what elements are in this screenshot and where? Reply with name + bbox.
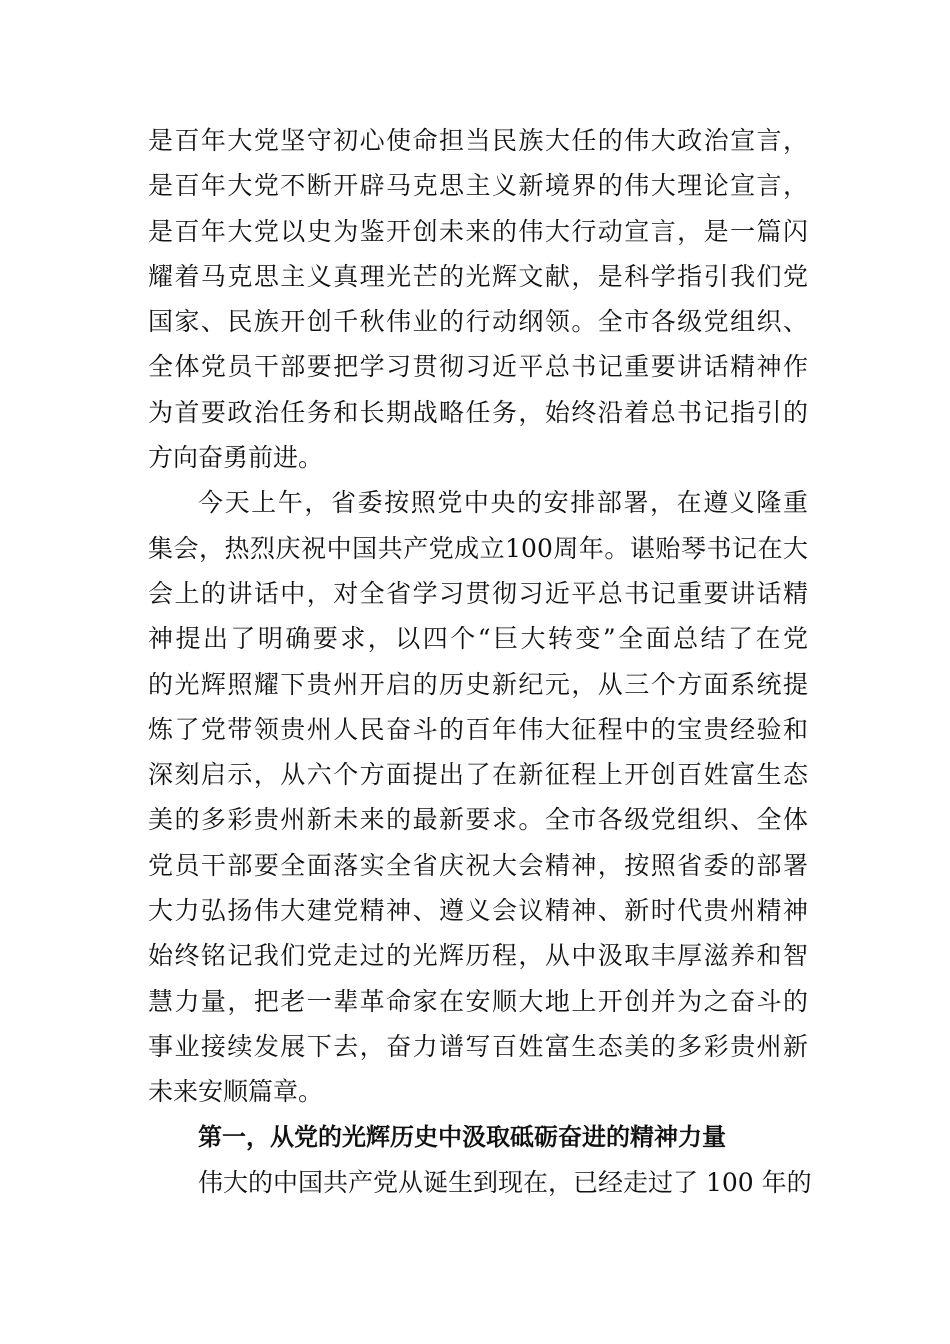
document-body bbox=[148, 118, 812, 1205]
text-line: 国家、民族开创千秋伟业的行动纲领。全市各级党组织、 bbox=[148, 307, 808, 337]
text-line: 大力弘扬伟大建党精神、遵义会议精神、新时代贵州精神 bbox=[148, 896, 808, 926]
text-line: 全体党员干部要把学习贯彻习近平总书记重要讲话精神作 bbox=[148, 352, 808, 382]
section-heading: 第一，从党的光辉历史中汲取砥砺奋进的精神力量 bbox=[198, 1122, 726, 1151]
paragraph-3 bbox=[148, 1160, 812, 1205]
text-line: 炼了党带领贵州人民奋斗的百年伟大征程中的宝贵经验和 bbox=[148, 714, 808, 744]
text-line: 伟大的中国共产党从诞生到现在，已经走过了 100 年的 bbox=[198, 1167, 812, 1197]
text-line: 神提出了明确要求，以四个“巨大转变”全面总结了在党 bbox=[148, 624, 808, 654]
text-line: 会上的讲话中，对全省学习贯彻习近平总书记重要讲话精 bbox=[148, 578, 808, 608]
text-line: 的光辉照耀下贵州开启的历史新纪元，从三个方面系统提 bbox=[148, 669, 808, 699]
text-line: 始终铭记我们党走过的光辉历程，从中汲取丰厚滋养和智 bbox=[148, 941, 808, 971]
text-line: 是百年大党坚守初心使命担当民族大任的伟大政治宣言， bbox=[148, 126, 808, 155]
text-line: 集会，热烈庆祝中国共产党成立100周年。谌贻琴书记在大 bbox=[148, 533, 808, 563]
text-line: 慧力量，把老一辈革命家在安顺大地上开创并为之奋斗的 bbox=[148, 986, 808, 1016]
paragraph-1 bbox=[148, 118, 808, 480]
text-line: 事业接续发展下去，奋力谱写百姓富生态美的多彩贵州新 bbox=[148, 1031, 808, 1061]
text-line: 今天上午，省委按照党中央的安排部署，在遵义隆重 bbox=[198, 488, 808, 518]
text-line: 深刻启示，从六个方面提出了在新征程上开创百姓富生态 bbox=[148, 760, 808, 790]
text-line: 是百年大党以史为鉴开创未来的伟大行动宣言，是一篇闪 bbox=[148, 216, 808, 246]
text-line: 方向奋勇前进。 bbox=[148, 443, 324, 473]
text-line: 为首要政治任务和长期战略任务，始终沿着总书记指引的 bbox=[148, 397, 808, 427]
paragraph-2 bbox=[148, 480, 808, 1114]
text-line: 党员干部要全面落实全省庆祝大会精神，按照省委的部署 bbox=[148, 850, 808, 880]
text-line: 美的多彩贵州新未来的最新要求。全市各级党组织、全体 bbox=[148, 805, 808, 835]
text-line: 耀着马克思主义真理光芒的光辉文献，是科学指引我们党 bbox=[148, 261, 808, 291]
text-line: 未来安顺篇章。 bbox=[148, 1077, 324, 1107]
text-line: 是百年大党不断开辟马克思主义新境界的伟大理论宣言， bbox=[148, 171, 808, 201]
